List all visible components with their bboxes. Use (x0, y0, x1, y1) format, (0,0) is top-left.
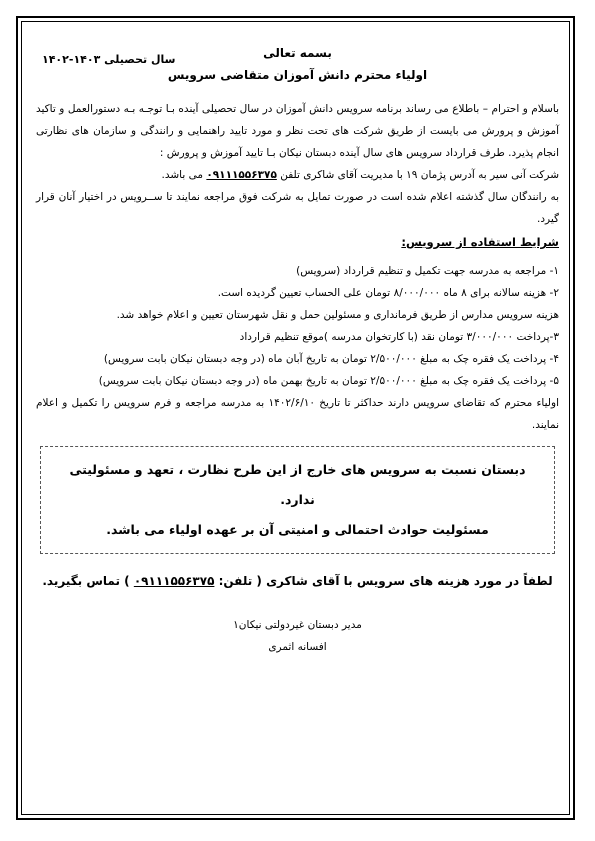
conditions-heading: شرایط استفاده از سرویس: (401, 235, 559, 249)
drivers-paragraph: به رانندگان سال گذشته اعلام شده است در صورت تمایل به شرکت فوق مراجعه نمایند تا ســرویس در اختیار آنان قرار گیرد. (36, 191, 559, 225)
company-text-end: می باشد. (161, 169, 207, 181)
company-text: شرکت آنی سیر به آدرس پژمان ۱۹ با مدیریت آقای شاکری تلفن (276, 169, 559, 181)
condition-item: ۳-پرداخت ۳/۰۰۰/۰۰۰ تومان نقد (با کارتخوان مدرسه )موقع تنظیم قرارداد (239, 331, 559, 343)
letter-page (36, 36, 559, 808)
notice-line-1: دبستان نسبت به سرویس های خارج از این طرح نظارت ، تعهد و مسئولیتی ندارد. (69, 462, 526, 507)
condition-item: هزینه سرویس مدارس از طریق فرمانداری و مسئولین حمل و نقل شهرستان تعیین و اعلام خواهد شد. (116, 309, 559, 321)
signature-name: افسانه اثمری (268, 641, 327, 653)
academic-year-label: سال تحصیلی ۱۴۰۳-۱۴۰۲ (42, 53, 176, 66)
letter-title: اولیاء محترم دانش آموزان متقاضی سرویس (167, 68, 428, 82)
contact-line (36, 574, 559, 588)
letter-header (36, 36, 559, 92)
company-paragraph (36, 164, 559, 186)
responsibility-notice-box (40, 446, 555, 554)
condition-item: اولیاء محترم که تقاضای سرویس دارند حداکثر تا تاریخ ۱۴۰۲/۶/۱۰ به مدرسه مراجعه و فرم سرویس را تکمیل و اعلام نمایند. (36, 397, 559, 431)
intro-paragraph: باسلام و احترام – باطلاع می رساند برنامه سرویس دانش آموزان در سال تحصیلی آینده بـا توجـه بـه دستورالعمل و تاکید آموزش و پرورش می بایست از طریق شرکت های تحت نظر و مورد تایید راهنمایی و رانندگی و سازمان های نظارتی انجام پذیرد. طرف قرارداد سرویس های سال آینده دبستان نیکان بـا تایید آموزش و پرورش : (36, 103, 559, 159)
condition-item: ۲- هزینه سالانه برای ۸ ماه ۸/۰۰۰/۰۰۰ تومان علی الحساب تعیین گردیده است. (217, 287, 559, 299)
signature-block (36, 614, 559, 658)
condition-item: ۵- پرداخت یک فقره چک به مبلغ ۲/۵۰۰/۰۰۰ تومان به تاریخ بهمن ماه (در وجه دبستان نیکان بابت سرویس) (98, 375, 559, 387)
contact-text: لطفاً در مورد هزینه های سرویس با آقای شاکری ( تلفن: (214, 574, 553, 588)
notice-line-2: مسئولیت حوادث احتمالی و امنیتی آن بر عهده اولیاء می باشد. (106, 522, 489, 537)
condition-item: ۴- پرداخت یک فقره چک به مبلغ ۲/۵۰۰/۰۰۰ تومان به تاریخ آبان ماه (در وجه دبستان نیکان بابت سرویس) (103, 353, 559, 365)
condition-item: ۱- مراجعه به مدرسه جهت تکمیل و تنظیم قرارداد (سرویس) (296, 265, 559, 277)
contact-text-end: ) تماس بگیرید. (42, 574, 134, 588)
contact-phone: ۰۹۱۱۱۵۵۶۳۷۵ (133, 574, 215, 588)
signature-role: مدیر دبستان غیردولتی نیکان۱ (233, 619, 362, 631)
bismillah-heading: بسمه تعالی (263, 46, 332, 60)
company-phone: ۰۹۱۱۱۵۵۶۳۷۵ (206, 169, 277, 181)
